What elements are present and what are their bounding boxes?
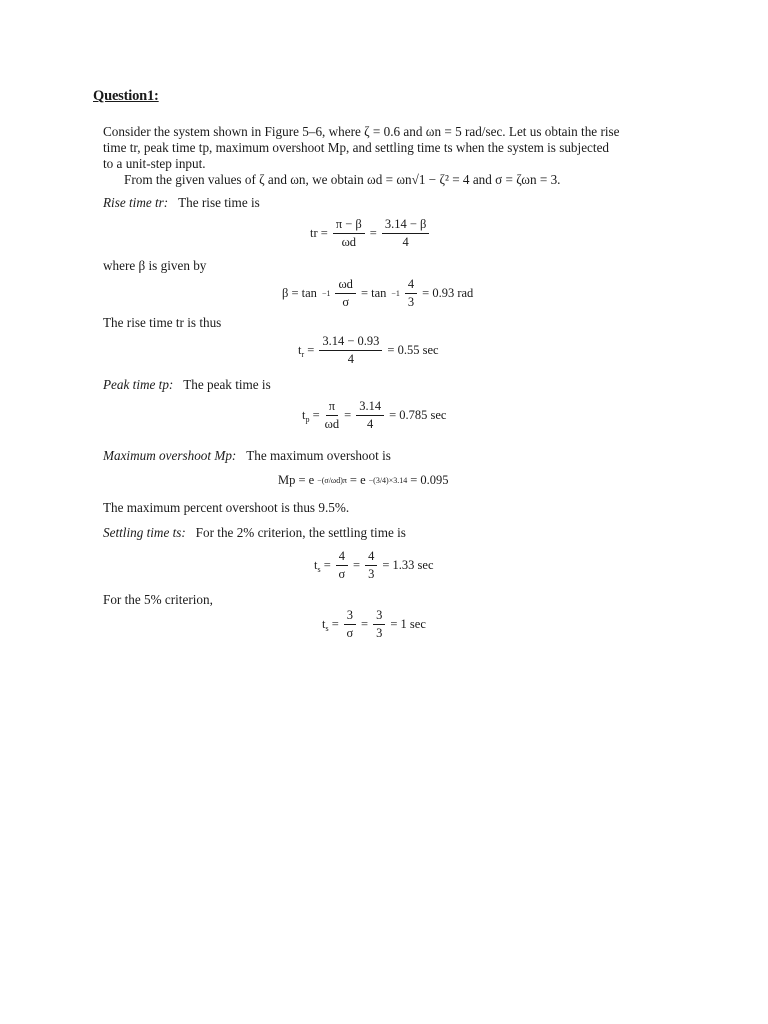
beta-equation: β = tan −1 $\frac{\omega d}{\sigma}$ = tan −1 $\frac{4}{3}$ = 0.93 rad [282, 277, 474, 309]
question-heading: Question1: [93, 88, 159, 104]
overshoot-mid: = e [349, 473, 366, 487]
settling-5pct-result: = 1 sec [390, 617, 426, 631]
beta-lhs: β = tan [282, 286, 317, 300]
settling-frac-3 [344, 609, 356, 640]
peak-time-equation: $t_p$ = $\frac{\pi}{\omega d}$ = $\frac{3.14}{4}$ = 0.785 sec [302, 399, 447, 431]
rise-time-text: The rise time is [178, 195, 260, 210]
overshoot-row [103, 448, 391, 464]
rise-eq-lhs: tr = [310, 226, 328, 240]
peak-frac-2 [356, 400, 384, 431]
rise-frac-2-den: 4 [402, 235, 409, 249]
overshoot-label: Maximum overshoot Mp: [103, 448, 237, 463]
settling-text: For the 2% criterion, the settling time is [195, 525, 406, 540]
rise-thus-text: The rise time tr is thus [103, 315, 222, 330]
settling-frac-1-num: 4 [336, 550, 348, 566]
beta-frac-2-num: 4 [405, 278, 417, 294]
settling-frac-1-den: σ [338, 567, 346, 581]
settling-frac-4-den: 3 [376, 626, 383, 640]
settling-row [103, 525, 406, 541]
settling-5pct-equation: $t_s$ = $\frac{3}{\sigma}$ = $\frac{3}{3}$ = 1 sec [322, 608, 426, 640]
settling-frac-2-num: 4 [365, 550, 377, 566]
beta-mid: = tan [360, 286, 387, 300]
settling-frac-3-num: 3 [344, 609, 356, 625]
rise-time-equation: tr = $\frac{\pi - \beta}{\omega d}$ = $\frac{3.14 - \beta}{4}$ [310, 218, 429, 249]
peak-frac-2-den: 4 [367, 417, 374, 431]
settling-result: = 1.33 sec [382, 558, 434, 572]
rise-frac-1-den: ωd [341, 235, 357, 249]
rise-frac-2 [382, 218, 430, 249]
overshoot-exp-1: −(σ/ωd)π [317, 476, 347, 485]
settling-frac-4-num: 3 [373, 609, 385, 625]
peak-time-row [103, 377, 271, 393]
peak-frac-2-num: 3.14 [356, 400, 384, 416]
rise-result-equation: $t_r$ = $\frac{3.14 - 0.93}{4}$ = 0.55 sec [298, 334, 439, 366]
peak-frac-1-den: ωd [324, 417, 340, 431]
beta-frac-1 [335, 278, 355, 309]
where-beta-text: where β is given by [103, 258, 207, 273]
intro-line-1: Consider the system shown in Figure 5–6, where ζ = 0.6 and ωn = 5 rad/sec. Let us obtain the rise [103, 124, 620, 139]
rise-result-value: = 0.55 sec [387, 343, 439, 357]
criterion-5pct-text: For the 5% criterion, [103, 592, 213, 607]
rise-frac-1 [333, 218, 365, 249]
settling-frac-2-den: 3 [368, 567, 375, 581]
rise-frac-1-num: π − β [333, 218, 365, 234]
settling-label: Settling time ts: [103, 525, 186, 540]
rise-result-frac [319, 335, 382, 366]
beta-frac-2 [405, 278, 417, 309]
overshoot-result: = 0.095 [410, 473, 449, 487]
intro-line-2: time tr, peak time tp, maximum overshoot Mp, and settling time ts when the system is subjected [103, 140, 610, 155]
settling-frac-2 [365, 550, 377, 581]
peak-result: = 0.785 sec [389, 408, 447, 422]
settling-frac-4 [373, 609, 385, 640]
peak-frac-1-num: π [326, 400, 338, 416]
intro-paragraph [103, 124, 620, 172]
overshoot-equation [278, 473, 449, 488]
intro-line-3: to a unit-step input. [103, 156, 206, 171]
intro-line-4: From the given values of ζ and ωn, we obtain ωd = ωn√1 − ζ² = 4 and σ = ζωn = 3. [124, 172, 561, 187]
rise-frac-2-num: 3.14 − β [382, 218, 430, 234]
rise-time-label: Rise time tr: [103, 195, 169, 210]
overshoot-lhs: Mp = e [278, 473, 315, 487]
peak-frac-1 [325, 400, 339, 431]
overshoot-exp-2: −(3/4)×3.14 [368, 476, 408, 485]
rise-result-den: 4 [347, 352, 354, 366]
overshoot-text: The maximum overshoot is [246, 448, 391, 463]
settling-frac-3-den: σ [346, 626, 354, 640]
peak-time-text: The peak time is [183, 377, 271, 392]
beta-frac-1-num: ωd [335, 278, 355, 294]
peak-time-label: Peak time tp: [103, 377, 174, 392]
settling-frac-1 [336, 550, 348, 581]
rise-result-num: 3.14 − 0.93 [319, 335, 382, 351]
beta-frac-2-den: 3 [407, 295, 415, 309]
beta-frac-1-den: σ [342, 295, 350, 309]
settling-2pct-equation: $t_s$ = $\frac{4}{\sigma}$ = $\frac{4}{3}$ = 1.33 sec [314, 549, 434, 581]
beta-result: = 0.93 rad [422, 286, 474, 300]
overshoot-percent-text: The maximum percent overshoot is thus 9.5%. [103, 500, 350, 515]
rise-time-row [103, 195, 260, 211]
